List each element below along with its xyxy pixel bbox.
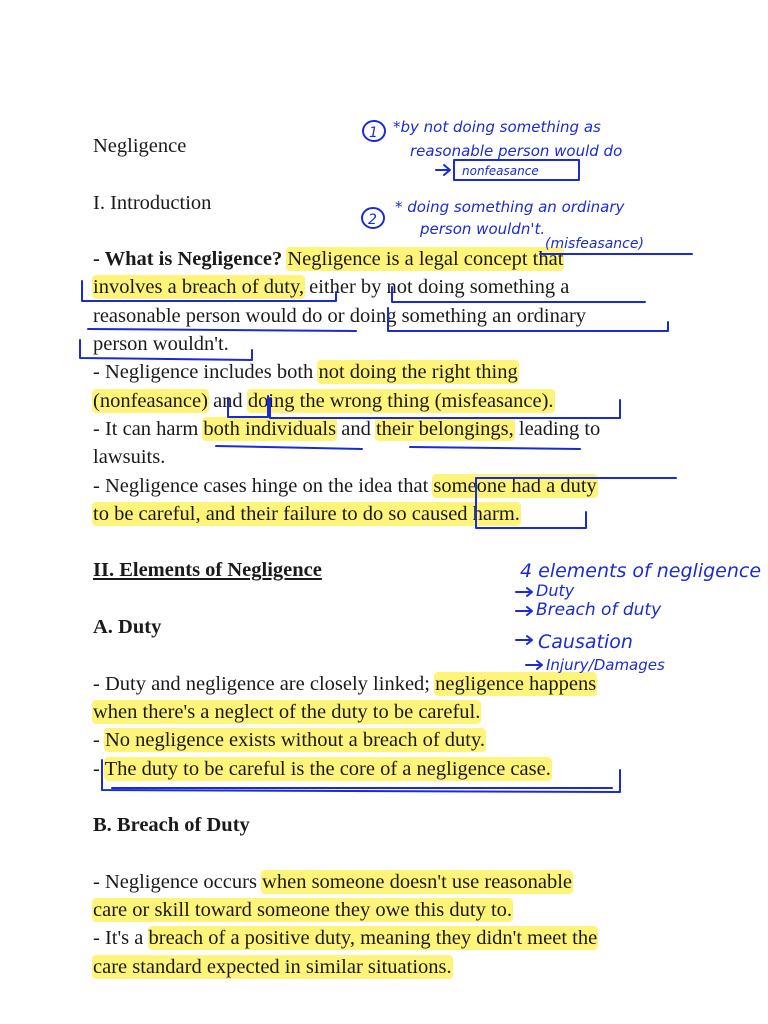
duty-line-4: - The duty to be careful is the core of a negligence case.	[93, 757, 551, 780]
intro-line-6: (nonfeasance) and doing the wrong thing (misfeasance).	[93, 389, 554, 412]
duty-line-2	[93, 698, 693, 726]
breach-line-2	[93, 896, 693, 924]
breach-line-4	[93, 953, 693, 981]
note2-number: 2	[368, 212, 377, 228]
highlight: negligence happens	[435, 672, 597, 695]
intro-line-9: - Negligence cases hinge on the idea that someone had a duty	[93, 474, 597, 497]
note1-boxed: nonfeasance	[462, 164, 539, 178]
highlight: their belongings,	[375, 417, 514, 440]
document-body	[93, 132, 693, 981]
highlight: when there's a neglect of the duty to be careful.	[93, 700, 481, 723]
element-injury: Injury/Damages	[546, 656, 665, 674]
duty-line-1: - Duty and negligence are closely linked; negligence happens	[93, 672, 597, 695]
intro-line-3: reasonable person would do or doing something an ordinary	[93, 304, 587, 327]
elements-heading: II. Elements of Negligence	[93, 559, 322, 582]
highlight: breach of a positive duty, meaning they didn't meet the	[148, 927, 598, 950]
element-duty: Duty	[536, 581, 575, 600]
breach-line-1: - Negligence occurs when someone doesn't use reasonable	[93, 870, 573, 893]
highlight: to be careful, and their failure to do so caused harm.	[93, 502, 520, 525]
highlight: when someone doesn't use reasonable	[262, 870, 573, 893]
highlight: someone had a duty	[433, 474, 597, 497]
intro-heading: I. Introduction	[93, 191, 212, 214]
intro-line-7: - It can harm both individuals and their belongings, leading to	[93, 417, 601, 440]
highlight: (nonfeasance)	[93, 389, 208, 412]
breach-line-3: - It's a breach of a positive duty, meaning they didn't meet the	[93, 927, 598, 950]
note1-line2: reasonable person would do	[410, 142, 623, 160]
elements-title: 4 elements of negligence	[520, 560, 762, 582]
intro-line-1	[93, 245, 693, 273]
note2-line2: person wouldn't.	[420, 220, 546, 238]
intro-line-10	[93, 500, 693, 528]
highlight: Negligence is a legal concept that	[287, 248, 564, 271]
duty-heading: A. Duty	[93, 616, 162, 639]
highlight: The duty to be careful is the core of a negligence case.	[104, 757, 551, 780]
note1-number: 1	[369, 125, 378, 141]
document-title: Negligence	[93, 135, 187, 157]
intro-line-8: lawsuits.	[93, 446, 166, 469]
highlight: care standard expected in similar situations.	[93, 955, 452, 978]
what-is-negligence-question: - What is Negligence?	[93, 248, 283, 271]
intro-line-2: involves a breach of duty, either by not doing something a	[93, 276, 570, 299]
highlight: No negligence exists without a breach of duty.	[104, 729, 486, 752]
intro-line-4: person wouldn't.	[93, 333, 229, 356]
intro-line-5: - Negligence includes both not doing the right thing	[93, 361, 518, 384]
highlight: both individuals	[203, 417, 337, 440]
note2-line1: * doing something an ordinary	[395, 198, 625, 216]
element-causation: Causation	[538, 631, 633, 653]
highlight: not doing the right thing	[318, 361, 518, 384]
breach-heading: B. Breach of Duty	[93, 814, 250, 837]
duty-line-3: - No negligence exists without a breach of duty.	[93, 729, 486, 752]
note1-line1: *by not doing something as	[393, 118, 601, 136]
element-breach: Breach of duty	[536, 600, 662, 620]
highlight: involves a breach of duty,	[93, 276, 305, 299]
note2-paren: (misfeasance)	[545, 236, 644, 252]
highlight: doing the wrong thing (misfeasance).	[247, 389, 554, 412]
highlight: care or skill toward someone they owe this duty to.	[93, 899, 513, 922]
